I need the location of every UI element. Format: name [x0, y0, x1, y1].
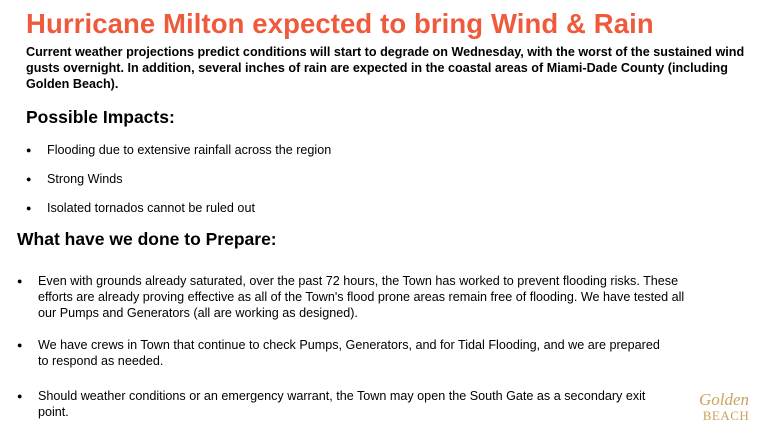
page-title: Hurricane Milton expected to bring Wind & Rain: [26, 8, 654, 39]
logo-line2: BEACH: [702, 408, 750, 423]
bullet-icon: ●: [17, 276, 23, 286]
bullet-icon: ●: [26, 174, 32, 184]
bullet-icon: ●: [26, 203, 32, 213]
prepare-item: [17, 388, 697, 422]
prepare-heading: What have we done to Prepare:: [17, 229, 277, 249]
prepare-item: [17, 273, 697, 323]
prepare-item: [17, 337, 697, 371]
bullet-icon: ●: [17, 340, 23, 350]
logo-line1: Golden: [698, 390, 750, 409]
impact-item-text: Flooding due to extensive rainfall across the region: [47, 143, 332, 157]
prepare-item-text: We have crews in Town that continue to check Pumps, Generators, and for Tidal Flooding, and we are prepared to respond as needed.: [38, 338, 660, 368]
prepare-item-text: Should weather conditions or an emergency warrant, the Town may open the South Gate as a secondary exit point.: [38, 389, 646, 419]
prepare-item-text: Even with grounds already saturated, over the past 72 hours, the Town has worked to prevent flooding risks. These efforts are already proving effective as all of the Town's flood prone areas remain free of flooding. We have tested all our Pumps and Generators (all are working as designed).: [38, 274, 685, 320]
bullet-icon: ●: [17, 391, 23, 401]
impacts-heading: Possible Impacts:: [26, 107, 175, 127]
bullet-icon: ●: [26, 145, 32, 155]
golden-beach-logo: [690, 388, 758, 424]
impact-item-text: Strong Winds: [47, 172, 123, 186]
intro-paragraph: Current weather projections predict conditions will start to degrade on Wednesday, with the worst of the sustained wind gusts overnight. In addition, several inches of rain are expected in the coastal areas of Miami-Dade County (including Golden Beach).: [26, 45, 745, 91]
impact-item-text: Isolated tornados cannot be ruled out: [47, 201, 255, 215]
